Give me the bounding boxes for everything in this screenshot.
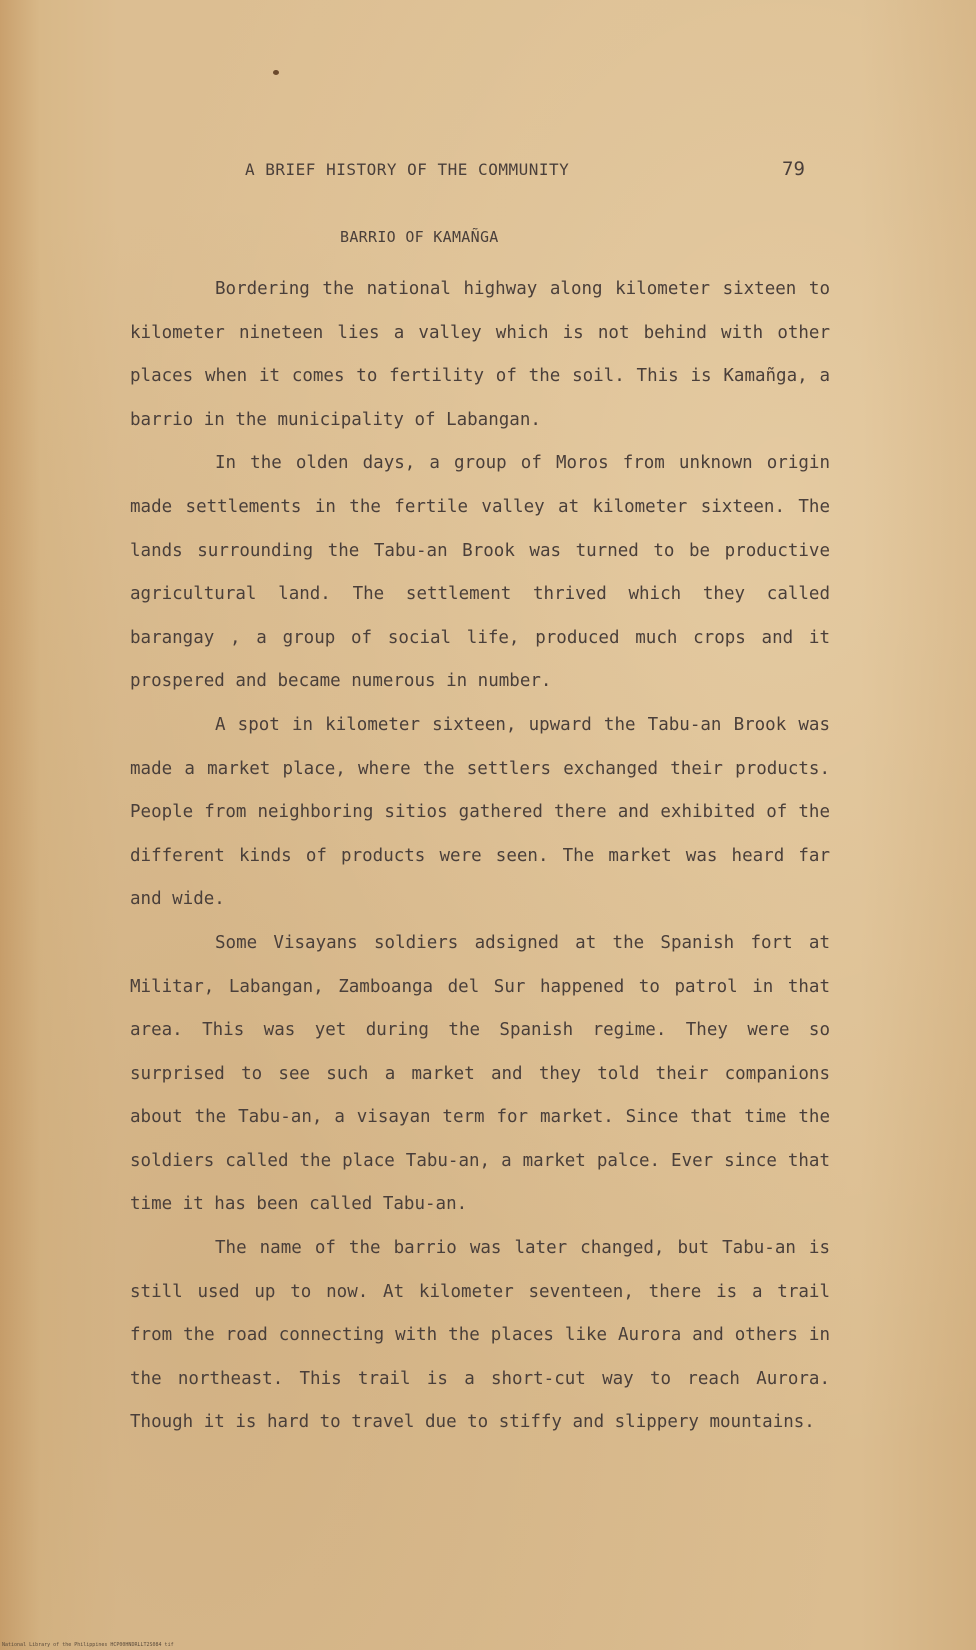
body-text [130,268,830,1445]
paragraph: In the olden days, a group of Moros from unknown origin made settlements in the fertile valley at kilometer sixteen. The lands surrounding the Tabu-an Brook was turned to be productive agricultural land. The settlement thrived which they called barangay , a group of social life, produced much crops and it prospered and became numerous in number. [130,453,830,692]
page-number: 79 [782,158,805,180]
page-header: A BRIEF HISTORY OF THE COMMUNITY [245,160,570,179]
paper-speck [273,70,279,75]
section-title: BARRIO OF KAMAÑGA [340,228,499,246]
paragraph: A spot in kilometer sixteen, upward the Tabu-an Brook was made a market place, where the settlers exchanged their products. People from neighboring sitios gathered there and exhibited of the different kinds of products were seen. The market was heard far and wide. [130,714,830,910]
archive-footer-stamp: National Library of the Philippines HCP00HNDRLLT2S084 tif [2,1642,174,1648]
paragraph: Bordering the national highway along kilometer sixteen to kilometer nineteen lies a valley which is not behind with other places when it comes to fertility of the soil. This is Kamañga, a barrio in the municipality of Labangan. [130,279,830,430]
paragraph: Some Visayans soldiers adsigned at the Spanish fort at Militar, Labangan, Zamboanga del Sur happened to patrol in that area. This was yet during the Spanish regime. They were so surprised to see such a market and they told their companions about the Tabu-an, a visayan term for market. Since that time the soldiers called the place Tabu-an, a market palce. Ever since that time it has been called Tabu-an. [130,932,830,1215]
paragraph: The name of the barrio was later changed, but Tabu-an is still used up to now. At kilometer seventeen, there is a trail from the road connecting with the places like Aurora and others in the northeast. This trail is a short-cut way to reach Aurora. Though it is hard to travel due to stiffy and slippery mountains. [130,1238,830,1433]
